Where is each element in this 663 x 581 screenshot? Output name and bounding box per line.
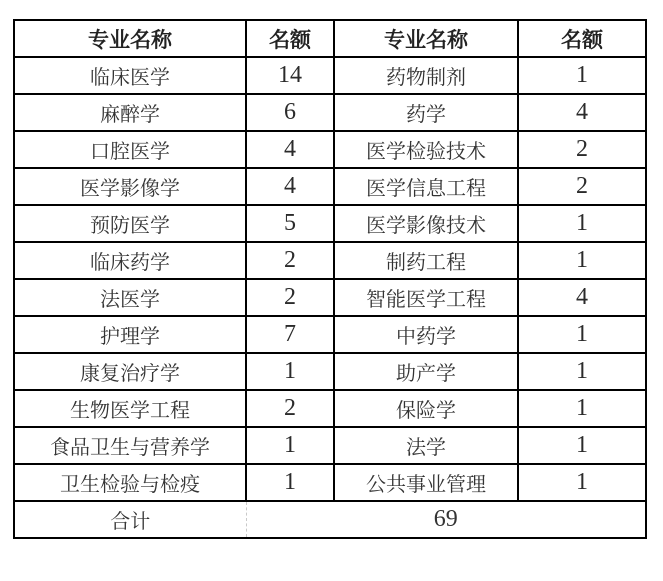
major-name-cell: 法医学 [14, 279, 246, 316]
quota-cell: 2 [246, 390, 334, 427]
major-name-cell: 药学 [334, 94, 518, 131]
total-value-cell: 69 [246, 501, 646, 538]
major-name-cell: 法学 [334, 427, 518, 464]
major-name-cell: 麻醉学 [14, 94, 246, 131]
quota-cell: 2 [246, 279, 334, 316]
table-row [14, 464, 646, 501]
table-row [14, 353, 646, 390]
quota-cell: 1 [518, 242, 646, 279]
quota-cell: 1 [518, 316, 646, 353]
major-name-cell: 智能医学工程 [334, 279, 518, 316]
quota-cell: 4 [518, 279, 646, 316]
quota-cell: 1 [246, 464, 334, 501]
major-name-cell: 助产学 [334, 353, 518, 390]
quota-cell: 1 [518, 205, 646, 242]
quota-cell: 1 [246, 353, 334, 390]
total-label-cell: 合计 [14, 501, 246, 538]
quota-cell: 6 [246, 94, 334, 131]
table-row [14, 168, 646, 205]
quota-cell: 4 [518, 94, 646, 131]
header-quota-right: 名额 [518, 20, 646, 57]
major-name-cell: 药物制剂 [334, 57, 518, 94]
admission-quota-table [13, 19, 647, 539]
major-name-cell: 保险学 [334, 390, 518, 427]
quota-cell: 14 [246, 57, 334, 94]
major-name-cell: 卫生检验与检疫 [14, 464, 246, 501]
header-major-right: 专业名称 [334, 20, 518, 57]
major-name-cell: 医学检验技术 [334, 131, 518, 168]
major-name-cell: 中药学 [334, 316, 518, 353]
table-row [14, 131, 646, 168]
quota-cell: 1 [518, 427, 646, 464]
major-name-cell: 护理学 [14, 316, 246, 353]
quota-cell: 4 [246, 131, 334, 168]
total-row [14, 501, 646, 538]
major-name-cell: 口腔医学 [14, 131, 246, 168]
major-name-cell: 公共事业管理 [334, 464, 518, 501]
quota-cell: 2 [246, 242, 334, 279]
table-row [14, 57, 646, 94]
table-row [14, 242, 646, 279]
table-row [14, 94, 646, 131]
quota-cell: 1 [518, 353, 646, 390]
major-name-cell: 医学信息工程 [334, 168, 518, 205]
major-name-cell: 临床药学 [14, 242, 246, 279]
table-row [14, 205, 646, 242]
table-row [14, 316, 646, 353]
header-major-left: 专业名称 [14, 20, 246, 57]
major-name-cell: 康复治疗学 [14, 353, 246, 390]
major-name-cell: 食品卫生与营养学 [14, 427, 246, 464]
quota-cell: 5 [246, 205, 334, 242]
major-name-cell: 制药工程 [334, 242, 518, 279]
quota-cell: 1 [246, 427, 334, 464]
header-row [14, 20, 646, 57]
table-row [14, 427, 646, 464]
quota-cell: 7 [246, 316, 334, 353]
quota-cell: 1 [518, 57, 646, 94]
quota-cell: 1 [518, 390, 646, 427]
major-name-cell: 临床医学 [14, 57, 246, 94]
quota-cell: 2 [518, 131, 646, 168]
major-name-cell: 医学影像技术 [334, 205, 518, 242]
table-row [14, 390, 646, 427]
quota-cell: 4 [246, 168, 334, 205]
quota-cell: 1 [518, 464, 646, 501]
major-name-cell: 医学影像学 [14, 168, 246, 205]
major-name-cell: 预防医学 [14, 205, 246, 242]
quota-cell: 2 [518, 168, 646, 205]
header-quota-left: 名额 [246, 20, 334, 57]
major-name-cell: 生物医学工程 [14, 390, 246, 427]
table-row [14, 279, 646, 316]
